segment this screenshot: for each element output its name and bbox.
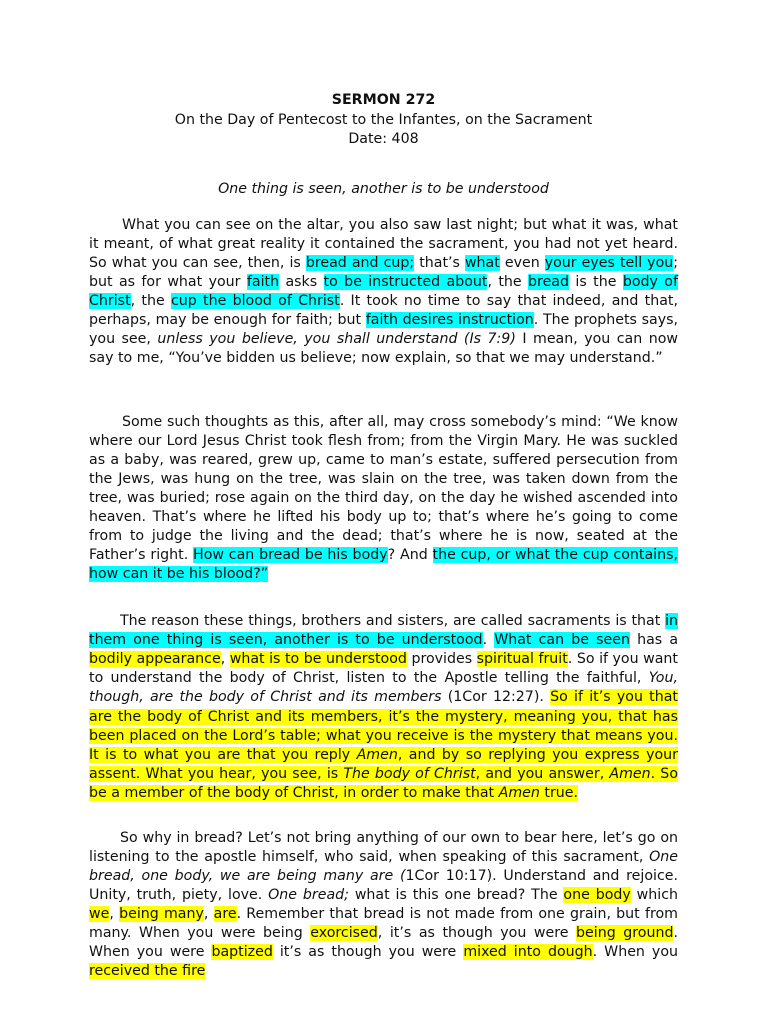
italic-text: One bread, one body, we are being many are ( bbox=[89, 848, 678, 884]
text-segment: , the bbox=[130, 292, 171, 309]
sermon-title: SERMON 272 bbox=[331, 92, 436, 108]
highlighted-text-cyan: what bbox=[464, 254, 500, 271]
highlighted-text-cyan: to be instructed about bbox=[323, 273, 488, 290]
highlighted-text-yellow: mixed into dough bbox=[463, 944, 593, 961]
sermon-epigraph: One thing is seen, another is to be understood bbox=[218, 180, 549, 197]
highlighted-text-yellow: we bbox=[89, 905, 110, 922]
highlighted-text-yellow: Amen bbox=[356, 746, 398, 763]
highlighted-text-yellow: one body bbox=[563, 886, 631, 903]
highlighted-text-cyan: your eyes tell you bbox=[544, 254, 674, 271]
paragraph-1 bbox=[89, 216, 678, 368]
text-segment: ; but as for what your bbox=[89, 254, 679, 290]
highlighted-text-yellow: true. bbox=[539, 784, 579, 801]
document-page bbox=[89, 91, 678, 981]
italic-text: unless you believe, you shall understand (Is 7:9) bbox=[157, 330, 516, 347]
text-segment: What you can see on the altar, you also saw last night; but what it was, what it meant, of what great reality it contained the sacrament, you had not yet heard. So what you can see, then, is bbox=[89, 216, 678, 271]
text-segment: Some such thoughts as this, after all, may cross somebody’s mind: “We know where our Lord Jesus Christ took flesh from; from the Virgin Mary. He was suckled as a baby, was reared, grew up, came to man’s estate, suffered persecution from the Jews, was hung on the tree, was slain on the tree, was taken down from the tree, was buried; rose again on the third day, on the day he wished ascended into heaven. That’s where he lifted his body up to; that’s where he’s going to come from to judge the living and the dead; that’s where he is now, seated at the Father’s right. bbox=[89, 413, 678, 564]
text-segment: . It took no time to say that indeed, and that, perhaps, may be enough for faith; but bbox=[89, 292, 678, 328]
highlighted-text-yellow: The body of Christ bbox=[343, 765, 476, 782]
highlighted-text-yellow: , and by so replying you express your assent. What you hear, you see, is bbox=[89, 746, 678, 782]
text-segment: it’s as though you were bbox=[272, 944, 464, 961]
highlighted-text-yellow: being ground bbox=[576, 925, 674, 941]
highlighted-text-yellow: baptized bbox=[211, 944, 273, 961]
italic-text: You, though, are the body of Christ and its members bbox=[89, 670, 678, 706]
text-segment: that’s bbox=[414, 254, 465, 271]
text-segment: which bbox=[630, 886, 679, 903]
paragraph-2 bbox=[89, 413, 678, 584]
highlighted-text-yellow: are bbox=[213, 905, 237, 922]
sermon-header bbox=[89, 91, 678, 150]
highlighted-text-cyan: faith desires instruction bbox=[365, 311, 534, 328]
text-segment: The reason these things, brothers and sisters, are called sacraments is that bbox=[120, 613, 666, 630]
highlighted-text-cyan: in them one thing is seen, another is to be understood bbox=[89, 613, 678, 649]
highlighted-text-yellow: . So be a member of the body of Christ, in order to make that bbox=[89, 765, 678, 801]
highlighted-text-cyan: cup the blood of Christ bbox=[170, 292, 340, 309]
text-segment: is the bbox=[569, 273, 623, 290]
highlighted-text-yellow: spiritual fruit bbox=[476, 651, 568, 668]
text-segment: . When you bbox=[592, 944, 679, 961]
highlighted-text-yellow: Amen bbox=[498, 784, 540, 801]
highlighted-text-yellow: Amen bbox=[609, 765, 651, 782]
highlighted-text-yellow: received the fire bbox=[89, 963, 206, 980]
paragraph-4 bbox=[89, 829, 678, 981]
sermon-subtitle: On the Day of Pentecost to the Infantes, on the Sacrament bbox=[174, 111, 593, 128]
text-segment: (1Cor 12:27). bbox=[441, 689, 551, 706]
text-segment: So why in bread? Let’s not bring anything of our own to bear here, let’s go on listening to the apostle himself, who said, when speaking of this sacrament, bbox=[89, 829, 678, 865]
highlighted-text-cyan: body of Christ bbox=[89, 273, 678, 309]
text-segment: provides bbox=[406, 651, 477, 668]
paragraph-3 bbox=[89, 612, 678, 802]
text-segment: , bbox=[203, 905, 214, 922]
highlighted-text-cyan: the cup, or what the cup contains, how can it be his blood?” bbox=[89, 547, 678, 583]
italic-text: One bread; bbox=[268, 886, 349, 903]
highlighted-text-cyan: What can be seen bbox=[494, 632, 630, 649]
sermon-date: Date: 408 bbox=[348, 131, 419, 147]
text-segment: . Remember that bread is not made from one grain, but from many. When you were being bbox=[89, 905, 678, 941]
highlighted-text-cyan: bread and cup; bbox=[305, 254, 415, 271]
text-segment: I mean, you can now say to me, “You’ve bidden us believe; now explain, so that we may understand.” bbox=[89, 330, 678, 366]
highlighted-text-cyan: How can bread be his body bbox=[193, 547, 388, 564]
text-segment: , it’s as though you were bbox=[377, 925, 577, 941]
text-segment: asks bbox=[279, 273, 324, 290]
text-segment: , the bbox=[487, 273, 529, 290]
text-segment: 1Cor 10:17). Understand and rejoice. Unity, truth, piety, love. bbox=[89, 867, 678, 903]
highlighted-text-yellow: , and you answer, bbox=[475, 765, 610, 782]
highlighted-text-yellow: being many bbox=[119, 905, 204, 922]
text-segment: . So if you want to understand the body of Christ, listen to the Apostle telling the faithful, bbox=[89, 651, 678, 687]
highlighted-text-yellow: bodily appearance bbox=[89, 651, 221, 668]
text-segment: even bbox=[499, 254, 545, 271]
text-segment: has a bbox=[629, 632, 679, 649]
highlighted-text-yellow: what is to be understood bbox=[229, 651, 407, 668]
text-segment: . When you were bbox=[89, 925, 678, 961]
text-segment: what is this one bread? The bbox=[348, 886, 564, 903]
text-segment: . The prophets says, you see, bbox=[89, 311, 678, 347]
highlighted-text-cyan: bread bbox=[528, 273, 570, 290]
text-segment: , bbox=[109, 905, 120, 922]
text-segment: , bbox=[220, 651, 230, 668]
highlighted-text-cyan: faith bbox=[246, 273, 280, 290]
text-segment: . bbox=[482, 632, 495, 649]
text-segment: ? And bbox=[387, 547, 433, 564]
highlighted-text-yellow: exorcised bbox=[310, 925, 378, 941]
highlighted-text-yellow: So if it’s you that are the body of Christ and its members, it’s the mystery, meaning you, that has been placed on the Lord’s table; what you receive is the mystery that means you. It is to what you are that you reply bbox=[89, 689, 678, 763]
